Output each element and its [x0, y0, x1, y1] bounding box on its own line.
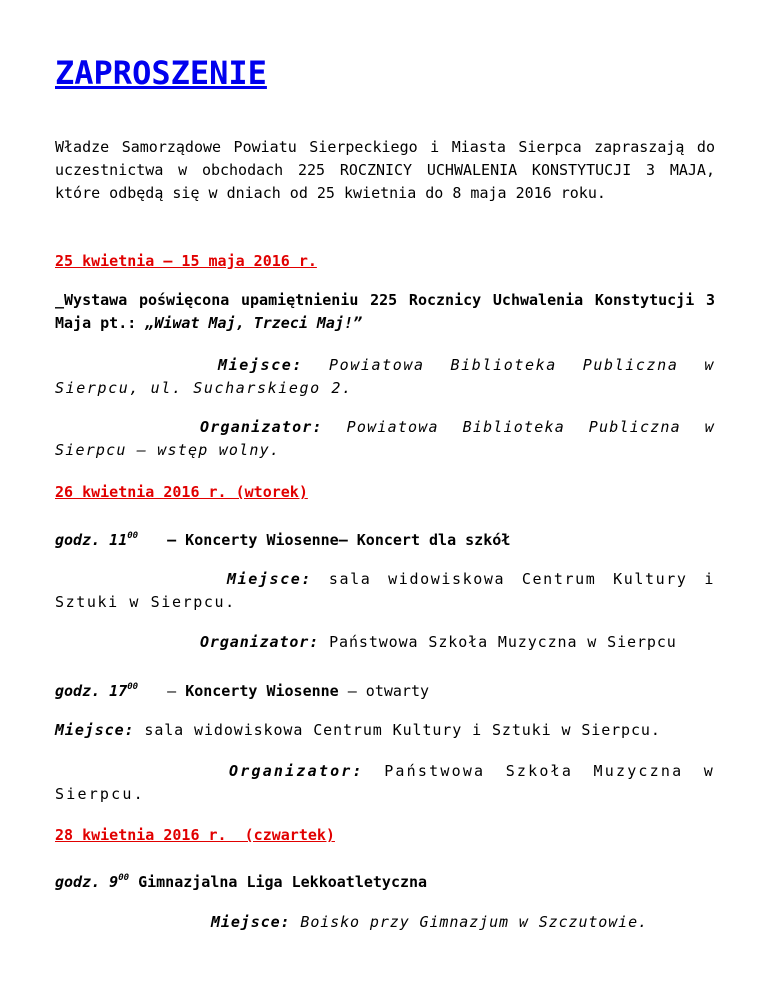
section-date-1: [55, 250, 715, 273]
event-title: – Koncerty Wiosenne– Koncert dla szkół: [158, 531, 511, 549]
organizer-text: Państwowa Szkoła Muzyczna w Sierpcu: [319, 633, 677, 651]
organizer-text: Państwowa Szkoła Muzyczna w Sierpcu.: [55, 762, 715, 803]
organizer-label: Organizator:: [200, 418, 323, 436]
place-label: Miejsce:: [55, 721, 135, 739]
event-time: godz. $9^{00}$: [55, 873, 130, 891]
date-label: 28 kwietnia 2016 r. (czwartek): [55, 826, 335, 844]
event-prefix: _Wystawa poświęcona upamiętnieniu 225 Rocznicy Uchwalenia Konstytucji 3 Maja pt.:: [55, 291, 715, 332]
organizer-label: Organizator:: [229, 762, 364, 780]
event-time: godz. $17^{00}$: [55, 682, 139, 700]
place-label: Miejsce:: [211, 913, 291, 931]
event-organizer: [55, 416, 715, 462]
event-description: [55, 289, 715, 335]
organizer-label: Organizator:: [200, 633, 320, 651]
date-label: 25 kwietnia – 15 maja 2016 r.: [55, 252, 317, 270]
place-text: Boisko przy Gimnazjum w Szczutowie.: [290, 913, 648, 931]
place-text: sala widowiskowa Centrum Kultury i Sztuki w Sierpcu.: [134, 721, 661, 739]
event-dash: –: [158, 682, 186, 700]
event-place: [55, 719, 715, 742]
section-date-2: [55, 481, 715, 504]
event-place: [211, 911, 721, 934]
place-text: sala widowiskowa Centrum Kultury i Sztuki w Sierpcu.: [55, 570, 715, 611]
event-organizer: [200, 631, 720, 654]
event-suffix: – otwarty: [338, 682, 430, 700]
place-label: Miejsce:: [227, 570, 313, 588]
page-title[interactable]: ZAPROSZENIE: [55, 54, 267, 92]
event-organizer: [55, 760, 715, 806]
event-time-row: [55, 529, 715, 552]
place-label: Miejsce:: [218, 356, 304, 374]
event-time: godz. $11^{00}$: [55, 531, 139, 549]
event-time-row: [55, 680, 715, 703]
date-label: 26 kwietnia 2016 r. (wtorek): [55, 483, 308, 501]
event-title: „Wiwat Maj, Trzeci Maj!”: [145, 314, 363, 332]
intro-paragraph: Władze Samorządowe Powiatu Sierpeckiego i Miasta Sierpca zapraszają do uczestnictwa w obchodach 225 ROCZNICY UCHWALENIA KONSTYTUCJI 3 MAJA, które odbędą się w dniach od 25 kwietnia do 8 maja 2016 roku.: [55, 138, 715, 202]
organizer-text: Powiatowa Biblioteka Publiczna w Sierpcu – wstęp wolny.: [55, 418, 715, 459]
place-text: Powiatowa Biblioteka Publiczna w Sierpcu, ul. Sucharskiego 2.: [55, 356, 715, 397]
event-place: [55, 354, 715, 400]
event-title: Koncerty Wiosenne: [185, 682, 339, 700]
section-date-3: [55, 824, 715, 847]
event-time-row: [55, 871, 715, 894]
event-title: Gimnazjalna Liga Lekkoatletyczna: [129, 873, 428, 891]
event-place: [55, 568, 715, 614]
